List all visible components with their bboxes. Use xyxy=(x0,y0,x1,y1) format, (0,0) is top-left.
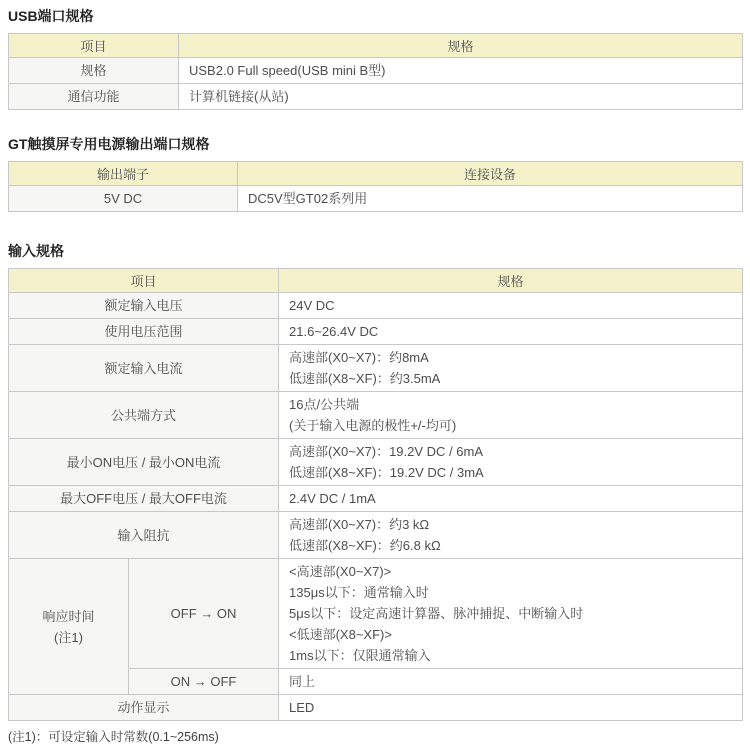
value-line: 高速部(X0~X7)：约3 kΩ xyxy=(289,517,430,532)
row-label: 最小ON电压 / 最小ON电流 xyxy=(9,439,279,486)
section-title-input: 输入规格 xyxy=(8,243,64,259)
value-line: (关于输入电源的极性+/-均可) xyxy=(289,418,457,433)
row-label: 公共端方式 xyxy=(9,392,279,439)
usb-port-spec-table xyxy=(8,33,743,110)
value-line: 24V DC xyxy=(289,298,335,313)
row-value: DC5V型GT02系列用 xyxy=(238,186,743,212)
row-value xyxy=(279,319,743,345)
value-line: 低速部(X8~XF)：约3.5mA xyxy=(289,371,441,386)
value-line: <低速部(X8~XF)> xyxy=(289,627,392,642)
value-line: 高速部(X0~X7)：19.2V DC / 6mA xyxy=(289,444,483,459)
table-row xyxy=(9,293,743,319)
section-title-gt-power: GT触摸屏专用电源输出端口规格 xyxy=(8,136,210,152)
row-value xyxy=(279,486,743,512)
value-line: 低速部(X8~XF)：约6.8 kΩ xyxy=(289,538,441,553)
table-row xyxy=(9,486,743,512)
col-header-output-terminal: 输出端子 xyxy=(9,162,238,186)
value-line: 2.4V DC / 1mA xyxy=(289,491,376,506)
value-line: 21.6~26.4V DC xyxy=(289,324,379,339)
row-value: 同上 xyxy=(279,669,743,695)
response-time-label: 响应时间 xyxy=(42,608,95,624)
table-row xyxy=(9,186,743,212)
value-line: <高速部(X0~X7)> xyxy=(289,564,392,579)
table-row xyxy=(9,319,743,345)
col-header-item: 项目 xyxy=(9,269,279,293)
table-row xyxy=(9,512,743,559)
row-sublabel-on-off: ON → OFF xyxy=(129,669,279,695)
row-value xyxy=(279,293,743,319)
row-value xyxy=(279,392,743,439)
input-spec-table xyxy=(8,268,743,721)
row-label: 额定输入电压 xyxy=(9,293,279,319)
table-row xyxy=(9,84,743,110)
footnote: (注1)：可设定输入时常数(0.1~256ms) xyxy=(8,730,219,744)
table-header-row xyxy=(9,269,743,293)
gt-power-output-section xyxy=(8,136,750,212)
table-row xyxy=(9,392,743,439)
table-header-row xyxy=(9,162,743,186)
row-value: 计算机链接(从站) xyxy=(179,84,743,110)
usb-port-section xyxy=(8,8,750,110)
table-header-row xyxy=(9,34,743,58)
col-header-connected-device: 连接设备 xyxy=(238,162,743,186)
row-label: 最大OFF电压 / 最大OFF电流 xyxy=(9,486,279,512)
value-line: 低速部(X8~XF)：19.2V DC / 3mA xyxy=(289,465,484,480)
row-value xyxy=(279,345,743,392)
input-spec-section xyxy=(8,243,750,721)
section-title-usb: USB端口规格 xyxy=(8,8,94,24)
row-value xyxy=(279,559,743,669)
row-label: 额定输入电流 xyxy=(9,345,279,392)
table-row xyxy=(9,439,743,486)
row-label: 5V DC xyxy=(9,186,238,212)
gt-power-output-table xyxy=(8,161,743,212)
row-value xyxy=(279,512,743,559)
row-value: LED xyxy=(279,695,743,721)
value-line: 5μs以下：设定高速计算器、脉冲捕捉、中断输入时 xyxy=(289,606,584,621)
row-value: USB2.0 Full speed(USB mini B型) xyxy=(179,58,743,84)
col-header-spec: 规格 xyxy=(179,34,743,58)
row-value xyxy=(279,439,743,486)
response-time-note-ref: (注1) xyxy=(54,629,83,645)
value-line: 高速部(X0~X7)：约8mA xyxy=(289,350,429,365)
table-row xyxy=(9,695,743,721)
row-label: 使用电压范围 xyxy=(9,319,279,345)
row-label: 规格 xyxy=(9,58,179,84)
value-line: 1ms以下：仅限通常输入 xyxy=(289,648,431,663)
col-header-spec: 规格 xyxy=(279,269,743,293)
col-header-item: 项目 xyxy=(9,34,179,58)
row-label-response-time xyxy=(9,559,129,695)
row-label: 输入阻抗 xyxy=(9,512,279,559)
row-label: 通信功能 xyxy=(9,84,179,110)
table-row xyxy=(9,345,743,392)
row-sublabel-off-on: OFF → ON xyxy=(129,559,279,669)
table-row xyxy=(9,58,743,84)
table-row-response-time-off-on xyxy=(9,559,743,669)
value-line: 135μs以下：通常输入时 xyxy=(289,585,429,600)
value-line: 16点/公共端 xyxy=(289,397,360,412)
row-label: 动作显示 xyxy=(9,695,279,721)
